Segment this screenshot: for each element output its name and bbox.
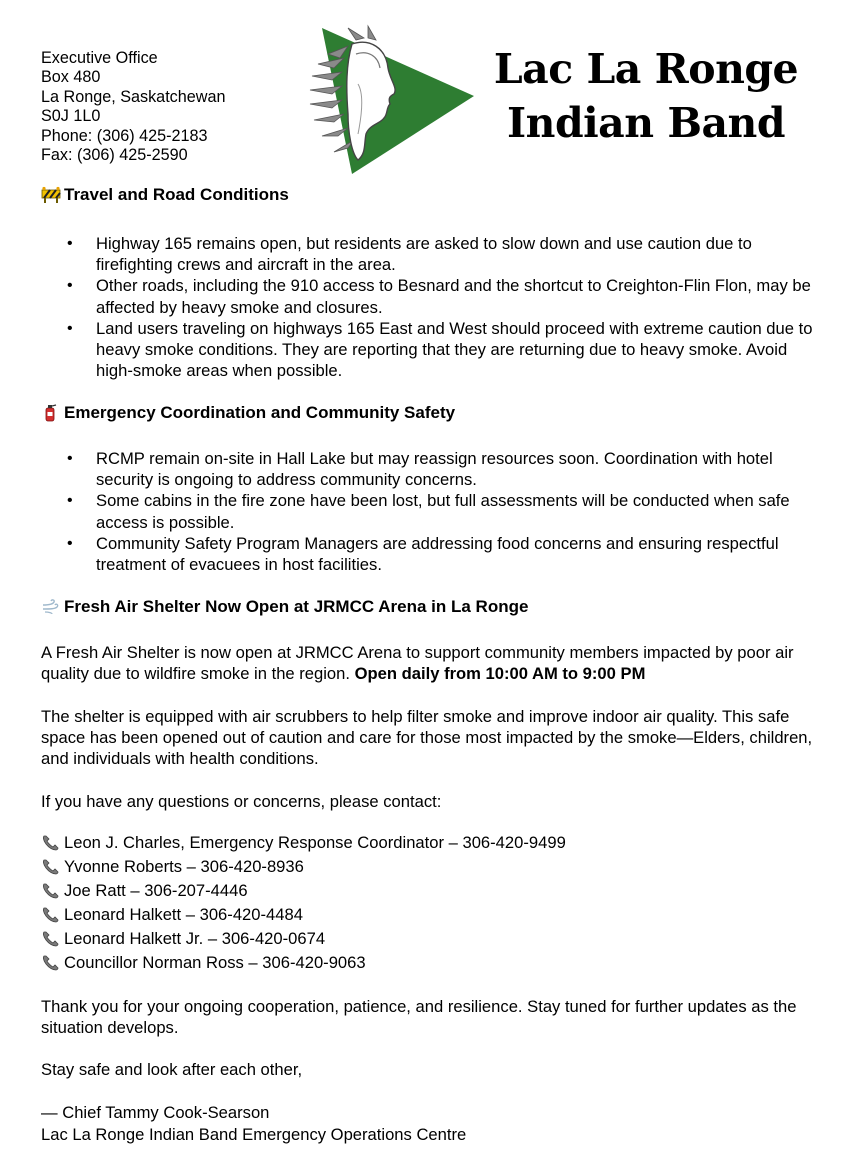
- contact-text: Leonard Halkett Jr. – 306-420-0674: [64, 929, 326, 948]
- emergency-bullet-list: [41, 448, 821, 575]
- address-line: La Ronge, Saskatchewan: [41, 87, 226, 106]
- contact-text: Councillor Norman Ross – 306-420-9063: [64, 953, 366, 972]
- section-title: Fresh Air Shelter Now Open at JRMCC Arena in La Ronge: [64, 597, 529, 616]
- list-item: • Land users traveling on highways 165 East and West should proceed with extreme caution due to heavy smoke conditions. They are reporting that they are returning due to heavy smoke. Avoid high-smoke areas when possible.: [41, 318, 821, 382]
- band-logo: [308, 24, 476, 176]
- address-block: [41, 49, 225, 165]
- shelter-paragraph: [41, 642, 821, 684]
- section-heading-emergency: [41, 402, 455, 424]
- phone-icon: [41, 858, 63, 876]
- thanks-paragraph: Thank you for your ongoing cooperation, patience, and resilience. Stay tuned for further updates as the situation develops.: [41, 997, 797, 1038]
- contact-item: [41, 927, 566, 951]
- fire-extinguisher-icon: [41, 404, 61, 422]
- section-heading-shelter: [41, 596, 528, 618]
- band-name-line2: Indian Band: [506, 99, 786, 147]
- contact-list: [41, 831, 566, 975]
- contact-text: Yvonne Roberts – 306-420-8936: [64, 857, 304, 876]
- phone-icon: [41, 906, 63, 924]
- contact-item: [41, 951, 566, 975]
- address-line: S0J 1L0: [41, 107, 101, 126]
- contact-text: Leonard Halkett – 306-420-4484: [64, 905, 303, 924]
- section-title: Emergency Coordination and Community Safety: [64, 403, 456, 422]
- travel-bullet-list: [41, 233, 821, 381]
- contact-text: Leon J. Charles, Emergency Response Coordinator – 306-420-9499: [64, 833, 566, 852]
- list-item: • RCMP remain on-site in Hall Lake but may reassign resources soon. Coordination with hotel security is ongoing to address community concerns.: [41, 448, 821, 490]
- stay-safe-line: Stay safe and look after each other,: [41, 1060, 303, 1079]
- wind-icon: [41, 598, 61, 616]
- address-line: Executive Office: [41, 49, 158, 67]
- contact-item: [41, 831, 566, 855]
- phone-icon: [41, 930, 63, 948]
- contact-item: [41, 855, 566, 879]
- address-fax: Fax: (306) 425-2590: [41, 146, 188, 165]
- address-line: Box 480: [41, 68, 101, 87]
- contact-intro: If you have any questions or concerns, please contact:: [41, 792, 442, 811]
- list-item: • Highway 165 remains open, but residents are asked to slow down and use caution due to firefighting crews and aircraft in the area.: [41, 233, 821, 275]
- address-phone: Phone: (306) 425-2183: [41, 126, 208, 145]
- band-name-line1: Lac La Ronge: [493, 45, 799, 93]
- contact-item: [41, 903, 566, 927]
- signature-line: — Chief Tammy Cook-Searson: [41, 1103, 270, 1122]
- scrubber-paragraph: The shelter is equipped with air scrubbers to help filter smoke and improve indoor air quality. This safe space has been opened out of caution and care for those most impacted by the smoke—Elders, children, and individuals with health conditions.: [41, 707, 813, 769]
- construction-barrier-icon: [41, 186, 61, 204]
- section-heading-travel: [41, 184, 289, 206]
- list-item: • Community Safety Program Managers are addressing food concerns and ensuring respectful treatment of evacuees in host facilities.: [41, 533, 821, 575]
- shelter-text: A Fresh Air Shelter is now open at JRMCC Arena to support community members impacted by poor air quality due to wildfire smoke in the region.: [41, 643, 794, 684]
- contact-text: Joe Ratt – 306-207-4446: [64, 881, 248, 900]
- band-name-title: [470, 42, 822, 150]
- organization-line: Lac La Ronge Indian Band Emergency Operations Centre: [41, 1125, 467, 1144]
- phone-icon: [41, 882, 63, 900]
- list-item: • Other roads, including the 910 access to Besnard and the shortcut to Creighton-Flin Flon, may be affected by heavy smoke and closures.: [41, 275, 821, 317]
- phone-icon: [41, 834, 63, 852]
- section-title: Travel and Road Conditions: [64, 185, 289, 204]
- shelter-hours: Open daily from 10:00 AM to 9:00 PM: [354, 664, 646, 684]
- list-item: • Some cabins in the fire zone have been lost, but full assessments will be conducted when safe access is possible.: [41, 490, 821, 532]
- contact-item: [41, 879, 566, 903]
- phone-icon: [41, 954, 63, 972]
